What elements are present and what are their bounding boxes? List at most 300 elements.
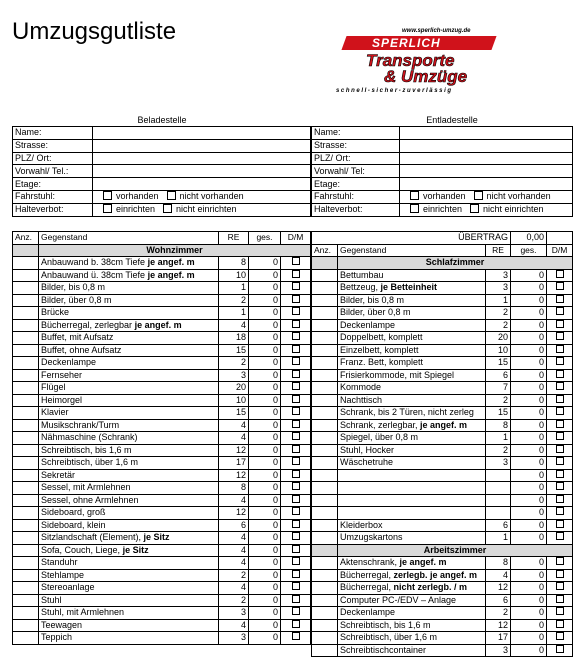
anz-input[interactable] (312, 494, 338, 507)
item-re: 4 (219, 619, 249, 632)
dm-cell (281, 457, 311, 470)
item-text: Heimorgel (41, 394, 83, 405)
wohnzimmer-table (12, 231, 311, 645)
item-text: Brücke (41, 307, 70, 318)
category-row (312, 544, 573, 557)
anz-input[interactable] (312, 357, 338, 370)
address-input[interactable] (93, 152, 311, 165)
anz-input[interactable] (13, 357, 39, 370)
dm-cell (547, 632, 573, 645)
dm-checkbox[interactable] (556, 582, 564, 590)
item-name (39, 432, 219, 445)
anz-input[interactable] (13, 457, 39, 470)
anz-input[interactable] (312, 344, 338, 357)
item-text: Computer PC-/EDV – Anlage (340, 594, 457, 605)
item-row (312, 557, 573, 570)
dm-cell (281, 369, 311, 382)
fahrstuhl-opt2-checkbox[interactable] (474, 191, 483, 200)
anz-input[interactable] (13, 282, 39, 295)
anz-input[interactable] (312, 444, 338, 457)
dm-cell (281, 432, 311, 445)
anz-input[interactable] (312, 457, 338, 470)
item-name (39, 344, 219, 357)
halteverbot-opt2-checkbox[interactable] (470, 204, 479, 213)
anz-input[interactable] (312, 644, 338, 657)
halteverbot-opt2-checkbox[interactable] (163, 204, 172, 213)
item-row (13, 469, 311, 482)
dm-checkbox[interactable] (292, 470, 300, 478)
dm-checkbox[interactable] (292, 345, 300, 353)
address-input[interactable] (400, 165, 573, 178)
item-re (486, 507, 511, 520)
item-row (312, 344, 573, 357)
item-name (39, 282, 219, 295)
halteverbot-label: Halteverbot: (312, 203, 400, 216)
item-text: Schreibtischcontainer (340, 644, 427, 655)
item-text: Frisierkommode, mit Spiegel (340, 369, 455, 380)
item-text: Schrank, zerlegbar, (340, 419, 421, 430)
item-text: Sessel, mit Armlehnen (41, 482, 131, 493)
dm-checkbox[interactable] (556, 570, 564, 578)
item-ges: 0 (249, 382, 281, 395)
column-header-row (13, 232, 311, 245)
anz-input[interactable] (13, 619, 39, 632)
anz-input[interactable] (312, 519, 338, 532)
item-re: 4 (219, 544, 249, 557)
halteverbot-label: Halteverbot: (13, 203, 93, 216)
item-re: 6 (486, 519, 511, 532)
dm-checkbox[interactable] (556, 307, 564, 315)
item-text: Wäschetruhe (340, 457, 394, 468)
item-name (39, 457, 219, 470)
item-ges: 0 (511, 557, 547, 570)
item-name (338, 344, 486, 357)
item-row (312, 444, 573, 457)
item-text: Franz. Bett, komplett (340, 357, 424, 368)
anz-input[interactable] (312, 569, 338, 582)
dm-checkbox[interactable] (556, 420, 564, 428)
fahrstuhl-opt1-checkbox[interactable] (103, 191, 112, 200)
halteverbot-opt1-label: einrichten (423, 204, 463, 215)
column-header-row (312, 244, 573, 257)
dm-cell (281, 269, 311, 282)
dm-checkbox[interactable] (292, 432, 300, 440)
dm-checkbox[interactable] (292, 270, 300, 278)
anz-input[interactable] (13, 519, 39, 532)
anz-input[interactable] (312, 332, 338, 345)
dm-checkbox[interactable] (556, 457, 564, 465)
address-input[interactable] (93, 127, 311, 140)
item-text: Klavier (41, 407, 69, 418)
dm-checkbox[interactable] (292, 545, 300, 553)
item-row (13, 257, 311, 270)
item-re: 4 (219, 319, 249, 332)
uebertrag-label: ÜBERTRAG (312, 232, 511, 245)
col-anz: Anz. (13, 232, 39, 245)
item-name (338, 607, 486, 620)
item-re: 2 (486, 444, 511, 457)
dm-cell (547, 294, 573, 307)
anz-input[interactable] (312, 557, 338, 570)
anz-input[interactable] (312, 369, 338, 382)
category-blank (13, 244, 39, 257)
item-ges: 0 (249, 457, 281, 470)
dm-cell (547, 519, 573, 532)
address-input[interactable] (400, 127, 573, 140)
item-re: 1 (219, 307, 249, 320)
dm-checkbox[interactable] (292, 370, 300, 378)
item-row (13, 432, 311, 445)
dm-cell (281, 357, 311, 370)
item-name (39, 519, 219, 532)
anz-input[interactable] (13, 507, 39, 520)
item-re: 8 (486, 419, 511, 432)
dm-checkbox[interactable] (556, 645, 564, 653)
fahrstuhl-label: Fahrstuhl: (13, 190, 93, 203)
anz-input[interactable] (13, 582, 39, 595)
item-re: 15 (486, 357, 511, 370)
item-re: 10 (219, 269, 249, 282)
dm-checkbox[interactable] (292, 407, 300, 415)
item-text: Schreibtisch, bis 1,6 m (41, 444, 132, 455)
dm-cell (547, 494, 573, 507)
category-title: Wohnzimmer (39, 244, 311, 257)
dm-checkbox[interactable] (556, 557, 564, 565)
dm-checkbox[interactable] (556, 282, 564, 290)
halteverbot-opt1-checkbox[interactable] (103, 204, 112, 213)
anz-input[interactable] (312, 582, 338, 595)
dm-checkbox[interactable] (292, 570, 300, 578)
item-name (338, 594, 486, 607)
anz-input[interactable] (13, 544, 39, 557)
dm-checkbox[interactable] (292, 632, 300, 640)
dm-checkbox[interactable] (556, 595, 564, 603)
dm-checkbox[interactable] (556, 295, 564, 303)
anz-input[interactable] (312, 394, 338, 407)
item-ges: 0 (249, 419, 281, 432)
dm-checkbox[interactable] (556, 270, 564, 278)
dm-checkbox[interactable] (556, 532, 564, 540)
item-ges: 0 (511, 294, 547, 307)
dm-checkbox[interactable] (292, 307, 300, 315)
anz-input[interactable] (312, 307, 338, 320)
item-name (39, 619, 219, 632)
item-re: 12 (486, 582, 511, 595)
anz-input[interactable] (13, 482, 39, 495)
anz-input[interactable] (13, 607, 39, 620)
anz-input[interactable] (13, 407, 39, 420)
anz-input[interactable] (13, 257, 39, 270)
dm-checkbox[interactable] (556, 507, 564, 515)
dm-checkbox[interactable] (292, 607, 300, 615)
item-row (13, 307, 311, 320)
item-re: 12 (219, 444, 249, 457)
item-row (312, 532, 573, 545)
dm-cell (281, 607, 311, 620)
address-input[interactable] (93, 178, 311, 191)
dm-checkbox[interactable] (556, 482, 564, 490)
dm-checkbox[interactable] (292, 482, 300, 490)
anz-input[interactable] (13, 369, 39, 382)
item-ges: 0 (249, 557, 281, 570)
dm-checkbox[interactable] (292, 520, 300, 528)
anz-input[interactable] (312, 607, 338, 620)
anz-input[interactable] (312, 419, 338, 432)
item-re: 4 (219, 582, 249, 595)
item-row (312, 644, 573, 657)
item-text: Spiegel, über 0,8 m (340, 432, 419, 443)
dm-checkbox[interactable] (556, 470, 564, 478)
anz-input[interactable] (13, 319, 39, 332)
item-name (338, 432, 486, 445)
fahrstuhl-opt2-checkbox[interactable] (167, 191, 176, 200)
address-input[interactable] (400, 139, 573, 152)
dm-cell (547, 607, 573, 620)
anz-input[interactable] (312, 482, 338, 495)
dm-checkbox[interactable] (292, 507, 300, 515)
dm-checkbox[interactable] (292, 295, 300, 303)
anz-input[interactable] (312, 594, 338, 607)
item-row (13, 444, 311, 457)
dm-cell (547, 307, 573, 320)
dm-checkbox[interactable] (292, 282, 300, 290)
anz-input[interactable] (13, 557, 39, 570)
address-label: Vorwahl/ Tel: (312, 165, 400, 178)
item-ges: 0 (249, 344, 281, 357)
item-name (338, 444, 486, 457)
dm-checkbox[interactable] (556, 520, 564, 528)
item-re: 12 (219, 507, 249, 520)
item-text: Einzelbett, komplett (340, 344, 419, 355)
uebertrag-value: 0,00 (511, 232, 547, 245)
anz-input[interactable] (13, 569, 39, 582)
dm-checkbox[interactable] (556, 332, 564, 340)
anz-input[interactable] (312, 632, 338, 645)
dm-checkbox[interactable] (292, 457, 300, 465)
item-row (312, 332, 573, 345)
anz-input[interactable] (13, 269, 39, 282)
anz-input[interactable] (312, 269, 338, 282)
anz-input[interactable] (312, 432, 338, 445)
item-text: Buffet, mit Aufsatz (41, 332, 114, 343)
item-re: 4 (219, 532, 249, 545)
item-name (338, 319, 486, 332)
item-row (312, 319, 573, 332)
item-row (13, 607, 311, 620)
item-name (338, 469, 486, 482)
item-text: Deckenlampe (340, 319, 396, 330)
item-name (39, 494, 219, 507)
address-input[interactable] (93, 139, 311, 152)
dm-checkbox[interactable] (556, 607, 564, 615)
dm-checkbox[interactable] (556, 320, 564, 328)
item-ges: 0 (249, 319, 281, 332)
item-name (338, 419, 486, 432)
item-row (13, 369, 311, 382)
item-ges: 0 (511, 494, 547, 507)
item-name (338, 582, 486, 595)
item-ges: 0 (249, 332, 281, 345)
item-row (13, 544, 311, 557)
item-name (39, 632, 219, 645)
halteverbot-options (400, 203, 573, 216)
item-text: Nähmaschine (Schrank) (41, 432, 138, 443)
anz-input[interactable] (13, 394, 39, 407)
item-row (312, 482, 573, 495)
item-row (13, 407, 311, 420)
anz-input[interactable] (312, 319, 338, 332)
schlafzimmer-table (311, 231, 573, 657)
dm-checkbox[interactable] (556, 445, 564, 453)
anz-input[interactable] (312, 294, 338, 307)
dm-checkbox[interactable] (292, 532, 300, 540)
item-re: 7 (486, 382, 511, 395)
item-ges: 0 (249, 432, 281, 445)
item-row (13, 294, 311, 307)
logo-url: www.sperlich-umzug.de (402, 28, 471, 34)
dm-checkbox[interactable] (292, 320, 300, 328)
anz-input[interactable] (312, 282, 338, 295)
dm-checkbox[interactable] (292, 620, 300, 628)
dm-checkbox[interactable] (556, 395, 564, 403)
item-row (13, 319, 311, 332)
address-row (312, 178, 573, 191)
dm-checkbox[interactable] (292, 382, 300, 390)
item-row (312, 282, 573, 295)
anz-input[interactable] (312, 469, 338, 482)
address-input[interactable] (400, 152, 573, 165)
halteverbot-opt1-checkbox[interactable] (410, 204, 419, 213)
dm-cell (281, 282, 311, 295)
anz-input[interactable] (13, 432, 39, 445)
item-name (338, 282, 486, 295)
dm-checkbox[interactable] (556, 632, 564, 640)
anz-input[interactable] (13, 494, 39, 507)
anz-input[interactable] (13, 444, 39, 457)
dm-checkbox[interactable] (556, 382, 564, 390)
anz-input[interactable] (312, 507, 338, 520)
fahrstuhl-opt2-label: nicht vorhanden (486, 191, 551, 202)
dm-cell (281, 594, 311, 607)
item-row (312, 394, 573, 407)
entladestelle-heading: Entladestelle (426, 115, 478, 125)
dm-checkbox[interactable] (292, 257, 300, 265)
col-re: RE (219, 232, 249, 245)
item-row (13, 382, 311, 395)
anz-input[interactable] (13, 632, 39, 645)
dm-cell (281, 332, 311, 345)
dm-checkbox[interactable] (556, 620, 564, 628)
dm-checkbox[interactable] (292, 332, 300, 340)
anz-input[interactable] (312, 382, 338, 395)
item-ges: 0 (511, 357, 547, 370)
dm-checkbox[interactable] (292, 495, 300, 503)
dm-cell (547, 407, 573, 420)
company-logo (336, 28, 514, 100)
item-ges: 0 (249, 257, 281, 270)
item-text: Deckenlampe (340, 607, 396, 618)
anz-input[interactable] (13, 382, 39, 395)
anz-input[interactable] (13, 419, 39, 432)
item-text: Sofa, Couch, Liege, (41, 544, 123, 555)
item-ges: 0 (511, 482, 547, 495)
anz-input[interactable] (13, 469, 39, 482)
dm-checkbox[interactable] (292, 595, 300, 603)
item-row (13, 357, 311, 370)
uebertrag-blank (547, 232, 573, 245)
fahrstuhl-opt1-label: vorhanden (423, 191, 466, 202)
dm-checkbox[interactable] (292, 557, 300, 565)
item-name (39, 507, 219, 520)
item-re: 15 (486, 407, 511, 420)
fahrstuhl-opt1-checkbox[interactable] (410, 191, 419, 200)
dm-checkbox[interactable] (556, 345, 564, 353)
dm-checkbox[interactable] (556, 370, 564, 378)
address-input[interactable] (400, 178, 573, 191)
dm-checkbox[interactable] (292, 420, 300, 428)
item-text: Sekretär (41, 469, 76, 480)
anz-input[interactable] (312, 532, 338, 545)
item-text: Aktenschrank, (340, 557, 400, 568)
item-name (338, 569, 486, 582)
anz-input[interactable] (312, 619, 338, 632)
item-name (39, 532, 219, 545)
dm-cell (281, 494, 311, 507)
anz-input[interactable] (13, 344, 39, 357)
dm-checkbox[interactable] (556, 432, 564, 440)
dm-checkbox[interactable] (292, 582, 300, 590)
address-input[interactable] (93, 165, 311, 178)
dm-cell (547, 594, 573, 607)
item-name (338, 307, 486, 320)
item-re: 1 (486, 532, 511, 545)
item-re: 20 (219, 382, 249, 395)
item-unit: je Sitz (143, 532, 170, 543)
dm-checkbox[interactable] (292, 357, 300, 365)
item-ges: 0 (249, 632, 281, 645)
dm-cell (547, 282, 573, 295)
item-text: Sideboard, klein (41, 519, 106, 530)
item-text: Stereoanlage (41, 582, 95, 593)
anz-input[interactable] (13, 294, 39, 307)
anz-input[interactable] (312, 407, 338, 420)
dm-cell (547, 344, 573, 357)
item-re: 2 (219, 594, 249, 607)
anz-input[interactable] (13, 332, 39, 345)
anz-input[interactable] (13, 307, 39, 320)
anz-input[interactable] (13, 594, 39, 607)
dm-cell (547, 582, 573, 595)
item-re: 1 (486, 432, 511, 445)
anz-input[interactable] (13, 532, 39, 545)
item-re: 6 (486, 594, 511, 607)
item-name (338, 519, 486, 532)
dm-checkbox[interactable] (556, 407, 564, 415)
dm-checkbox[interactable] (292, 445, 300, 453)
item-text: Schreibtisch, über 1,6 m (340, 632, 438, 643)
item-row (13, 344, 311, 357)
item-text: Bilder, über 0,8 m (41, 294, 112, 305)
col-gegenstand: Gegenstand (338, 244, 486, 257)
item-re: 10 (486, 344, 511, 357)
item-row (13, 394, 311, 407)
dm-checkbox[interactable] (556, 357, 564, 365)
item-row (13, 519, 311, 532)
dm-checkbox[interactable] (292, 395, 300, 403)
dm-checkbox[interactable] (556, 495, 564, 503)
address-row (312, 139, 573, 152)
fahrstuhl-opt2-label: nicht vorhanden (179, 191, 244, 202)
